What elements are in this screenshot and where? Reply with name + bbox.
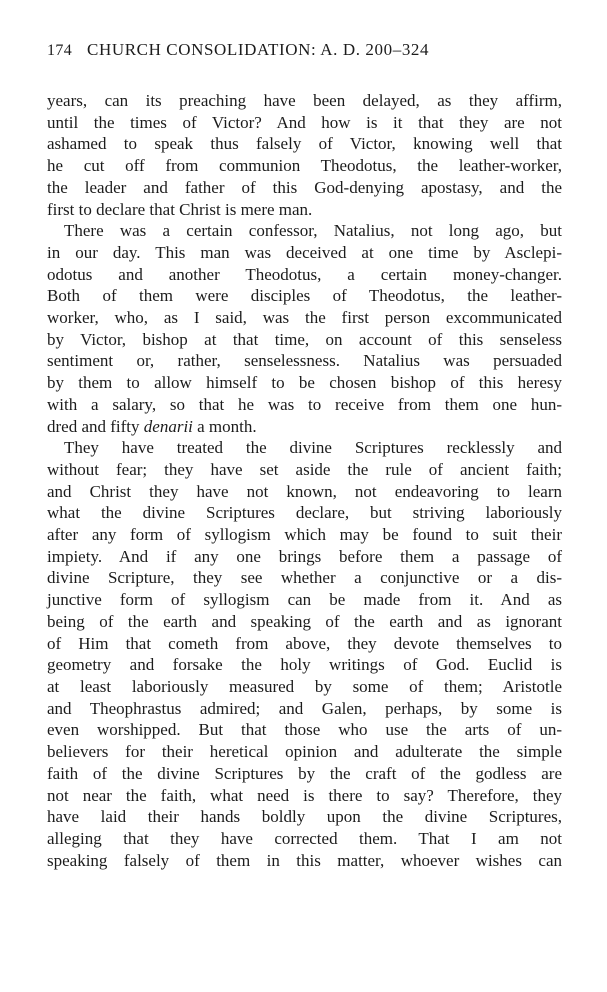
text-line: sentiment or, rather, senselessness. Natalius was persuaded [47, 351, 562, 371]
text-line: odotus and another Theodotus, a certain money-changer. [47, 264, 562, 284]
text-line: worker, who, as I said, was the first person excommunicated [47, 308, 562, 328]
text-line: at least laboriously measured by some of them; Aristotle [47, 676, 562, 696]
text-line: and Theophrastus admired; and Galen, perhaps, by some is [47, 698, 562, 718]
text-line: being of the earth and speaking of the earth and as ignorant [47, 611, 562, 631]
text-segment: a month. [192, 416, 257, 436]
text-line: junctive form of syllogism can be made from it. And as [47, 590, 562, 610]
paragraph-1 [47, 90, 562, 220]
text-line: the leader and father of this God-denying apostasy, and the [47, 177, 562, 197]
text-line: Both of them were disciples of Theodotus, the leather- [47, 286, 562, 306]
text-line: ashamed to speak thus falsely of Victor, knowing well that [47, 134, 562, 154]
text-line: not near the faith, what need is there to say? Therefore, they [47, 785, 562, 805]
page-number: 174 [47, 42, 73, 59]
text-line: what the divine Scriptures declare, but striving laboriously [47, 503, 562, 523]
text-line: in our day. This man was deceived at one time by Asclepi- [47, 242, 562, 262]
latin-term: denarii [143, 416, 193, 436]
paragraph-2 [47, 220, 562, 437]
text-line: even worshipped. But that those who use the arts of un- [47, 720, 562, 740]
text-line: without fear; they have set aside the rule of ancient faith; [47, 459, 562, 479]
text-line: first to declare that Christ is mere man. [47, 199, 313, 219]
text-line: alleging that they have corrected them. That I am not [47, 828, 562, 848]
text-line: he cut off from communion Theodotus, the leather-worker, [47, 156, 562, 176]
text-line: of Him that cometh from above, they devote themselves to [47, 633, 562, 653]
text-line: They have treated the divine Scriptures recklessly and [64, 438, 562, 458]
text-line: believers for their heretical opinion and adulterate the simple [47, 742, 562, 762]
text-line: and Christ they have not known, not endeavoring to learn [47, 481, 562, 501]
page-header [47, 40, 562, 64]
book-page [47, 40, 562, 871]
text-line: impiety. And if any one brings before them a passage of [47, 546, 562, 566]
running-head: CHURCH CONSOLIDATION: A. D. 200–324 [87, 40, 430, 59]
text-line: divine Scripture, they see whether a conjunctive or a dis- [47, 568, 562, 588]
text-line: with a salary, so that he was to receive from them one hun- [47, 394, 562, 414]
paragraph-3 [47, 437, 562, 871]
text-line: faith of the divine Scriptures by the craft of the godless are [47, 763, 562, 783]
text-line: have laid their hands boldly upon the divine Scriptures, [47, 807, 562, 827]
text-line: years, can its preaching have been delayed, as they affirm, [47, 91, 562, 110]
text-segment: dred and fifty [47, 416, 144, 436]
text-line: There was a certain confessor, Natalius, not long ago, but [64, 221, 562, 241]
text-line [47, 416, 562, 438]
text-line: until the times of Victor? And how is it that they are not [47, 112, 562, 132]
text-line: speaking falsely of them in this matter, whoever wishes can [47, 850, 562, 870]
text-line: by them to allow himself to be chosen bishop of this heresy [47, 373, 562, 393]
text-line: by Victor, bishop at that time, on account of this senseless [47, 329, 562, 349]
text-line: geometry and forsake the holy writings of God. Euclid is [47, 655, 562, 675]
text-line: after any form of syllogism which may be found to suit their [47, 525, 562, 545]
